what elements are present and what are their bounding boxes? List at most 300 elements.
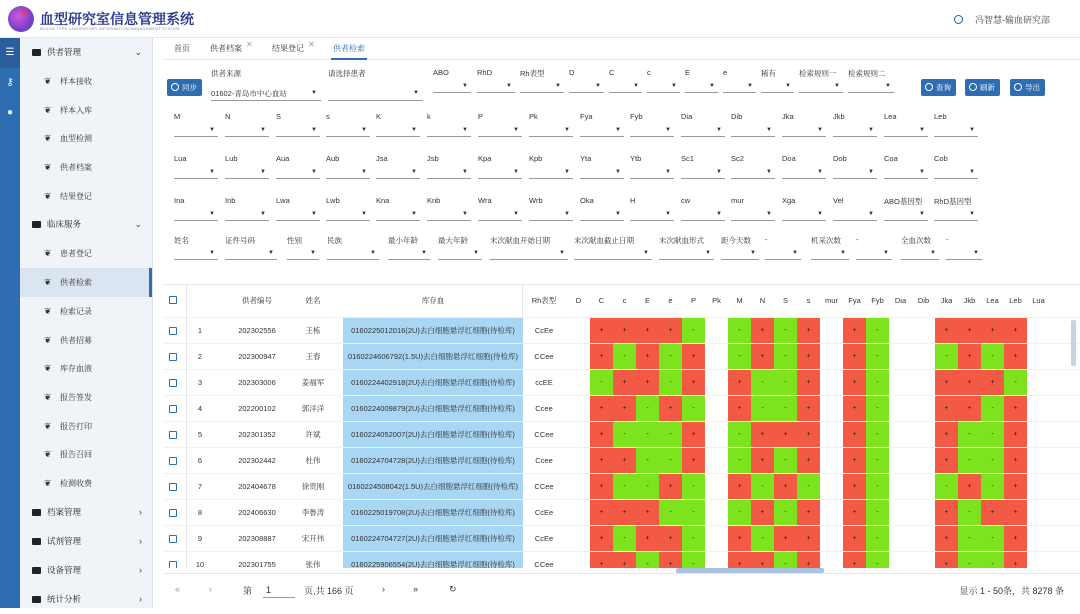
- field-label: Leb: [934, 112, 947, 121]
- field-underline: [574, 259, 652, 260]
- field-label: 末次献血截止日期: [574, 236, 634, 245]
- column-header[interactable]: C: [598, 296, 605, 305]
- chevron-down-icon: ▼: [310, 250, 316, 256]
- filter-select[interactable]: [490, 235, 568, 265]
- filter-select[interactable]: [427, 196, 471, 226]
- antigen-result-cell: +: [728, 370, 751, 396]
- antigen-result-cell: -: [751, 396, 774, 422]
- donor-number: 202200102: [238, 404, 276, 413]
- chevron-down-icon: ▼: [750, 250, 756, 256]
- column-header[interactable]: 姓名: [305, 296, 321, 305]
- antigen-result-cell: +: [797, 500, 820, 526]
- field-underline: [174, 259, 218, 260]
- row-index: 10: [195, 560, 205, 568]
- field-label: 性别: [287, 236, 302, 245]
- chevron-down-icon: ▼: [817, 211, 823, 217]
- blood-unit: 0160224704728(2U)去白细胞悬浮红细胞(待检库): [343, 448, 523, 474]
- filter-select[interactable]: [811, 235, 849, 265]
- filter-select[interactable]: [327, 235, 379, 265]
- filter-select[interactable]: [630, 154, 674, 184]
- antigen-result-cell: +: [636, 344, 659, 370]
- antigen-result-cell: +: [751, 318, 774, 344]
- column-header[interactable]: Lua: [1032, 296, 1045, 305]
- chevron-down-icon: ▼: [868, 127, 874, 133]
- antigen-result-cell: -: [751, 370, 774, 396]
- rh-phenotype: Ccee: [535, 456, 553, 465]
- filter-select[interactable]: [723, 68, 756, 98]
- filter-select[interactable]: [884, 196, 928, 226]
- filter-select[interactable]: [856, 235, 892, 265]
- patient-select[interactable]: [328, 68, 423, 98]
- filter-select[interactable]: [833, 154, 877, 184]
- leaf-icon: ❦: [44, 76, 52, 86]
- antigen-result-cell: +: [843, 448, 866, 474]
- filter-select[interactable]: [681, 112, 725, 142]
- column-header[interactable]: Jka: [940, 296, 953, 305]
- column-header[interactable]: Dib: [917, 296, 930, 305]
- filter-select[interactable]: [731, 154, 775, 184]
- filter-select[interactable]: [427, 112, 471, 142]
- filter-select[interactable]: [427, 154, 471, 184]
- antigen-result-cell: +: [797, 448, 820, 474]
- query-button[interactable]: [921, 79, 956, 96]
- bell-icon[interactable]: ●: [6, 107, 14, 118]
- filter-select[interactable]: [569, 68, 604, 98]
- export-button[interactable]: [1010, 79, 1045, 96]
- filter-select[interactable]: [574, 235, 652, 265]
- antigen-result-cell: -: [958, 552, 981, 568]
- row-index: 1: [197, 326, 203, 335]
- column-header[interactable]: Jkb: [963, 296, 976, 305]
- blood-unit: 0160224704727(2U)去白细胞悬浮红细胞(待检库): [343, 526, 523, 552]
- tab-result-register[interactable]: [272, 38, 315, 60]
- sidebar-item[interactable]: [20, 412, 152, 441]
- filter-select[interactable]: [761, 68, 794, 98]
- chevron-down-icon: ▼: [311, 169, 317, 175]
- leaf-icon: ❦: [44, 277, 52, 288]
- chevron-down-icon: ▼: [969, 169, 975, 175]
- field-label: Ytb: [630, 154, 642, 163]
- field-underline: [848, 92, 894, 93]
- row-index: 6: [197, 456, 203, 465]
- field-label: Lua: [174, 154, 187, 163]
- close-icon[interactable]: ✕: [308, 40, 315, 49]
- filter-select[interactable]: [630, 112, 674, 142]
- field-label: 末次献血形式: [659, 236, 704, 245]
- page-input[interactable]: 1: [263, 582, 295, 598]
- tab-donor-search[interactable]: [331, 38, 367, 60]
- table-row[interactable]: [163, 396, 1080, 422]
- antigen-result-cell: -: [751, 526, 774, 552]
- antigen-result-cell: -: [958, 526, 981, 552]
- vertical-scrollbar[interactable]: [1071, 320, 1076, 366]
- chevron-down-icon: ▼: [413, 90, 419, 96]
- filter-select[interactable]: [884, 154, 928, 184]
- filter-select[interactable]: [782, 196, 826, 226]
- row-checkbox[interactable]: [169, 327, 177, 335]
- column-header[interactable]: s: [806, 296, 811, 305]
- antigen-result-cell: +: [843, 318, 866, 344]
- column-header[interactable]: Dia: [894, 296, 907, 305]
- sidebar-item[interactable]: [20, 182, 152, 211]
- field-underline: [388, 259, 430, 260]
- field-underline: [681, 178, 725, 179]
- field-label: Dib: [731, 112, 743, 121]
- table-row[interactable]: [163, 370, 1080, 396]
- column-header[interactable]: 库存血: [421, 296, 445, 305]
- chevron-down-icon: ▼: [930, 250, 936, 256]
- filter-select[interactable]: [946, 235, 982, 265]
- field-label: 检索规则二: [848, 69, 886, 78]
- column-header[interactable]: 供者编号: [242, 296, 272, 305]
- rh-phenotype: Ccee: [535, 404, 553, 413]
- sidebar-item[interactable]: [20, 440, 152, 469]
- row-checkbox[interactable]: [169, 431, 177, 439]
- filter-select[interactable]: [529, 154, 573, 184]
- sidebar-group[interactable]: [20, 585, 152, 614]
- antigen-result-cell: -: [659, 500, 682, 526]
- filter-select[interactable]: [731, 112, 775, 142]
- sidebar-item[interactable]: [20, 124, 152, 153]
- folder-icon: [32, 509, 41, 516]
- sidebar-item-label: 供者检索: [60, 278, 92, 288]
- filter-select[interactable]: [276, 112, 320, 142]
- reset-label: 刷新: [980, 83, 995, 92]
- filter-select[interactable]: [174, 196, 218, 226]
- antigen-result-cell: -: [866, 526, 889, 552]
- logo-dot: [22, 10, 27, 15]
- column-header[interactable]: mur: [825, 296, 838, 305]
- chevron-down-icon: ▼: [969, 211, 975, 217]
- sidebar-group[interactable]: [20, 498, 152, 527]
- filter-select[interactable]: [721, 235, 759, 265]
- field-underline: [580, 136, 624, 137]
- filter-select[interactable]: [934, 196, 978, 226]
- table-row[interactable]: [163, 500, 1080, 526]
- column-header[interactable]: c: [622, 296, 627, 305]
- column-header[interactable]: S: [782, 296, 788, 305]
- filter-select[interactable]: [833, 112, 877, 142]
- antigen-result-cell: +: [659, 474, 682, 500]
- antigen-result-cell: +: [958, 396, 981, 422]
- sync-button[interactable]: [167, 79, 202, 96]
- filter-select[interactable]: [580, 112, 624, 142]
- donor-number: 202302556: [238, 326, 276, 335]
- field-underline: [681, 136, 725, 137]
- filter-select[interactable]: [376, 112, 420, 142]
- reset-button[interactable]: [965, 79, 1000, 96]
- sidebar-group[interactable]: [20, 556, 152, 585]
- antigen-result-cell: +: [981, 370, 1004, 396]
- filter-select[interactable]: [326, 154, 370, 184]
- user-icon: [954, 15, 963, 24]
- antigen-result-cell: +: [682, 448, 705, 474]
- refresh-icon[interactable]: ↻: [449, 584, 457, 594]
- filter-select[interactable]: [799, 68, 843, 98]
- field-underline: [811, 259, 849, 260]
- column-header[interactable]: Lea: [986, 296, 999, 305]
- chevron-down-icon: ▼: [840, 250, 846, 256]
- tab-home[interactable]: [174, 38, 190, 60]
- first-page-icon[interactable]: «: [175, 584, 181, 594]
- chevron-down-icon: ▼: [564, 211, 570, 217]
- filter-select[interactable]: [659, 235, 714, 265]
- filter-select[interactable]: [438, 235, 482, 265]
- filter-select[interactable]: [225, 112, 269, 142]
- filter-select[interactable]: [520, 68, 564, 98]
- filter-select[interactable]: [276, 154, 320, 184]
- field-underline: [225, 178, 269, 179]
- rh-phenotype: CcEe: [534, 326, 554, 335]
- tab-donor-archive[interactable]: [210, 38, 253, 60]
- filter-select[interactable]: [630, 196, 674, 226]
- rh-phenotype: CCee: [534, 560, 554, 568]
- antigen-result-cell: -: [659, 344, 682, 370]
- antigen-result-cell: +: [751, 422, 774, 448]
- field-label: Jsa: [376, 154, 388, 163]
- filter-select[interactable]: [225, 154, 269, 184]
- filter-select[interactable]: [647, 68, 680, 98]
- sidebar-group[interactable]: [20, 210, 152, 239]
- antigen-result-cell: +: [1004, 448, 1027, 474]
- antigen-result-cell: +: [774, 422, 797, 448]
- antigen-result-cell: -: [636, 422, 659, 448]
- antigen-result-cell: -: [958, 422, 981, 448]
- antigen-result-cell: +: [682, 344, 705, 370]
- leaf-icon: ❦: [44, 420, 52, 431]
- field-underline: [438, 259, 482, 260]
- row-checkbox[interactable]: [169, 457, 177, 465]
- column-header[interactable]: D: [575, 296, 582, 305]
- field-underline: [782, 220, 826, 221]
- sidebar-item[interactable]: [20, 153, 152, 182]
- antigen-result-cell: -: [774, 448, 797, 474]
- antigen-result-cell: +: [751, 448, 774, 474]
- field-underline: [723, 92, 756, 93]
- sidebar-item[interactable]: [20, 354, 152, 383]
- column-header[interactable]: E: [644, 296, 650, 305]
- field-label: Fyb: [630, 112, 643, 121]
- antigen-result-cell: -: [728, 448, 751, 474]
- field-label: Knb: [427, 196, 441, 205]
- pagination: [163, 573, 1080, 608]
- menu-icon[interactable]: ☰: [0, 38, 20, 68]
- filter-select[interactable]: [174, 112, 218, 142]
- row-index: 9: [197, 534, 203, 543]
- row-index: 7: [197, 482, 203, 491]
- field-label: 稀有: [761, 69, 776, 78]
- field-label: ABO: [433, 68, 449, 77]
- antigen-result-cell: +: [659, 552, 682, 568]
- icon-bar: [0, 38, 20, 608]
- row-index: 5: [197, 430, 203, 439]
- app-subtitle: BLOOD TYPE LABORATORY INFORMATION MANAGEMENT SYSTEM: [40, 26, 180, 31]
- table-row[interactable]: [163, 344, 1080, 370]
- column-header[interactable]: N: [759, 296, 766, 305]
- close-icon[interactable]: ✕: [246, 40, 253, 49]
- field-underline: [833, 220, 877, 221]
- antigen-result-cell: +: [797, 318, 820, 344]
- filter-select[interactable]: [681, 196, 725, 226]
- row-checkbox[interactable]: [169, 353, 177, 361]
- sidebar-item[interactable]: [20, 383, 152, 412]
- field-underline: [833, 136, 877, 137]
- sidebar-group[interactable]: [20, 38, 152, 67]
- leaf-icon: ❦: [44, 449, 52, 460]
- filter-select[interactable]: [833, 196, 877, 226]
- antigen-result-cell: -: [981, 422, 1004, 448]
- last-page-icon[interactable]: »: [413, 584, 419, 594]
- filter-select[interactable]: [174, 235, 218, 265]
- field-label: 最小年龄: [388, 236, 418, 245]
- row-checkbox[interactable]: [169, 561, 177, 568]
- column-header[interactable]: P: [690, 296, 696, 305]
- sidebar-item-label: 供者招募: [60, 335, 92, 345]
- sidebar-item[interactable]: [20, 297, 152, 326]
- field-label: N: [225, 112, 231, 121]
- field-underline: [630, 178, 674, 179]
- donor-name: 王春: [305, 352, 321, 361]
- table-row[interactable]: [163, 422, 1080, 448]
- row-checkbox[interactable]: [169, 535, 177, 543]
- folder-icon: [32, 567, 41, 574]
- filter-select[interactable]: [529, 196, 573, 226]
- chevron-down-icon: ▼: [260, 169, 266, 175]
- select-all-checkbox[interactable]: [169, 296, 177, 304]
- antigen-result-cell: +: [1004, 474, 1027, 500]
- filter-select[interactable]: [433, 68, 471, 98]
- table-row[interactable]: [163, 474, 1080, 500]
- column-header[interactable]: Fya: [848, 296, 861, 305]
- key-icon[interactable]: ⚷: [6, 77, 14, 88]
- chevron-down-icon: ▼: [919, 127, 925, 133]
- antigen-result-cell: -: [866, 344, 889, 370]
- filter-select[interactable]: [478, 196, 522, 226]
- filter-select[interactable]: [174, 154, 218, 184]
- filter-select[interactable]: [681, 154, 725, 184]
- filter-select[interactable]: [685, 68, 718, 98]
- filter-select[interactable]: [376, 196, 420, 226]
- filter-select[interactable]: [529, 112, 573, 142]
- antigen-result-cell: -: [636, 552, 659, 568]
- antigen-result-cell: +: [1004, 318, 1027, 344]
- prev-page-icon[interactable]: ‹: [209, 584, 212, 594]
- row-checkbox[interactable]: [169, 509, 177, 517]
- filter-select[interactable]: [580, 154, 624, 184]
- column-header[interactable]: Rh表型: [531, 296, 557, 305]
- field-label: Fya: [580, 112, 593, 121]
- field-value: 01602-青岛市中心血站: [211, 89, 287, 98]
- user-menu[interactable]: [954, 13, 1050, 26]
- field-underline: [225, 220, 269, 221]
- column-header[interactable]: Fyb: [871, 296, 884, 305]
- table-row[interactable]: [163, 318, 1080, 344]
- chevron-icon: ⌄: [134, 47, 142, 57]
- field-underline: [520, 92, 564, 93]
- sidebar-item[interactable]: [20, 268, 152, 297]
- antigen-result-cell: +: [636, 318, 659, 344]
- table-row[interactable]: [163, 526, 1080, 552]
- filter-select[interactable]: [609, 68, 642, 98]
- antigen-result-cell: +: [797, 422, 820, 448]
- filter-select[interactable]: [782, 112, 826, 142]
- leaf-icon: ❦: [44, 391, 52, 402]
- filter-select[interactable]: [848, 68, 894, 98]
- chevron-icon: ›: [139, 593, 142, 604]
- sidebar-item[interactable]: [20, 239, 152, 268]
- filter-select[interactable]: [478, 154, 522, 184]
- filter-select[interactable]: [388, 235, 430, 265]
- next-page-icon[interactable]: ›: [382, 584, 385, 594]
- filter-select[interactable]: [478, 112, 522, 142]
- filter-select[interactable]: [731, 196, 775, 226]
- sidebar-item-label: 样本入库: [60, 105, 92, 115]
- filter-select[interactable]: [934, 112, 978, 142]
- sidebar-item[interactable]: [20, 96, 152, 125]
- antigen-result-cell: +: [613, 396, 636, 422]
- row-checkbox[interactable]: [169, 379, 177, 387]
- column-header[interactable]: Pk: [712, 296, 721, 305]
- sidebar-item[interactable]: [20, 67, 152, 96]
- filter-select[interactable]: [326, 196, 370, 226]
- column-header[interactable]: M: [736, 296, 743, 305]
- antigen-result-cell: -: [774, 370, 797, 396]
- chevron-down-icon: ▼: [817, 169, 823, 175]
- sidebar-item[interactable]: [20, 326, 152, 355]
- filter-select[interactable]: [901, 235, 939, 265]
- filter-select[interactable]: [580, 196, 624, 226]
- column-header[interactable]: e: [668, 296, 673, 305]
- table-row[interactable]: [163, 552, 1080, 568]
- sidebar-item-label: 报告签发: [60, 392, 92, 402]
- table-row[interactable]: [163, 448, 1080, 474]
- filter-select[interactable]: [276, 196, 320, 226]
- filter-select[interactable]: [884, 112, 928, 142]
- filter-select[interactable]: [225, 196, 269, 226]
- filter-select[interactable]: [934, 154, 978, 184]
- filter-select[interactable]: [477, 68, 515, 98]
- chevron-down-icon: ▼: [665, 211, 671, 217]
- chevron-down-icon: ▼: [766, 127, 772, 133]
- column-header[interactable]: Leb: [1009, 296, 1022, 305]
- chevron-down-icon: ▼: [209, 169, 215, 175]
- filter-select[interactable]: [287, 235, 319, 265]
- filter-select[interactable]: [376, 154, 420, 184]
- antigen-result-cell: -: [774, 344, 797, 370]
- sidebar-item[interactable]: [20, 469, 152, 498]
- row-checkbox[interactable]: [169, 405, 177, 413]
- field-label: Ina: [174, 196, 185, 205]
- field-underline: [934, 220, 978, 221]
- row-checkbox[interactable]: [169, 483, 177, 491]
- filter-select[interactable]: [225, 235, 277, 265]
- filter-select[interactable]: [782, 154, 826, 184]
- field-underline: [884, 220, 928, 221]
- chevron-down-icon: ▼: [766, 211, 772, 217]
- filter-select[interactable]: [326, 112, 370, 142]
- antigen-result-cell: -: [636, 396, 659, 422]
- antigen-result-cell: +: [797, 552, 820, 568]
- donor-source-select[interactable]: [211, 68, 321, 98]
- tab-label: 供者档案: [210, 44, 242, 53]
- field-label: 请选择患者: [328, 69, 366, 78]
- sidebar-group[interactable]: [20, 527, 152, 556]
- filter-select[interactable]: [765, 235, 801, 265]
- chevron-down-icon: ▼: [361, 211, 367, 217]
- field-underline: [934, 136, 978, 137]
- chevron-down-icon: ▼: [361, 169, 367, 175]
- antigen-result-cell: +: [935, 370, 958, 396]
